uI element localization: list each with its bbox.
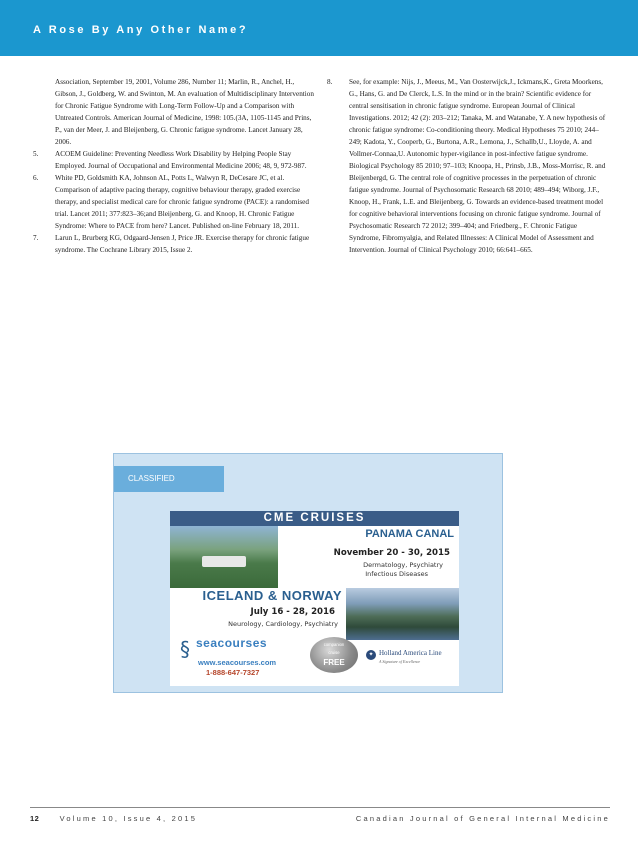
- fjord-photo: [346, 588, 459, 640]
- reference-number: 8.: [327, 78, 333, 86]
- reference-number: 5.: [33, 150, 39, 158]
- panama-title: PANAMA CANAL: [365, 528, 454, 540]
- iceland-date: July 16 - 28, 2016: [250, 607, 335, 617]
- seacourses-wordmark: seacourses: [196, 636, 268, 650]
- panama-topics: Dermatology, Psychiatry: [363, 561, 443, 569]
- reference-item: [33, 148, 315, 172]
- canal-photo: [170, 526, 278, 588]
- reference-text: Association, September 19, 2001, Volume 286, Number 11; Marlin, R., Anchel, H., Gibson, J., Goldberg, W. and Swinton, M. An evaluation of Multidisciplinary Intervention for Chronic Fatigue Syndrome with Long-Term Follow-Up and a Comparison with Untreated Controls. American Journal of Medicine, 1998: 105.(3A, 1105-1145 and Prins, P., van der Meer, J. and Bleijenberg, G. Chronic fatigue syndrome. Lancet January 28, 2006.: [55, 78, 314, 146]
- header-band: [0, 0, 638, 56]
- journal-name: Canadian Journal of General Internal Medicine: [355, 814, 610, 823]
- reference-item: [327, 76, 610, 256]
- reference-item: [33, 232, 315, 256]
- iceland-title: ICELAND & NORWAY: [202, 588, 342, 603]
- reference-text: White PD, Goldsmith KA, Johnson AL, Potts L, Walwyn R, DeCesare JC, et al. Comparison of adaptive pacing therapy, cognitive behaviour therapy, graded exercise therapy, and specialist medical care for chronic fatigue syndrome (PACE): a randomised trial. Lancet 2011; 377:823–36;and Bleijenberg, G. and Knoop, H. Chronic Fatigue Syndrome: Where to PACE from here? Lancet. Published on-line February 18, 2011.: [55, 174, 309, 230]
- references-right-column: [327, 76, 610, 256]
- seacourses-phone: 1-888-647-7327: [206, 668, 260, 677]
- badge-line-1: companion: [323, 642, 345, 647]
- ad-panel: [170, 511, 459, 686]
- ship-shape: [202, 556, 246, 567]
- reference-number: 7.: [33, 234, 39, 242]
- issue-info: Volume 10, Issue 4, 2015: [59, 814, 198, 823]
- reference-text: ACOEM Guideline: Preventing Needless Work Disability by Helping People Stay Employed. Journal of Occupational and Environmental Medicine 2006; 48, 9, 972-987.: [55, 150, 307, 170]
- panama-date: November 20 - 30, 2015: [333, 548, 450, 558]
- free-cruise-badge: [310, 637, 358, 673]
- footer-divider: [30, 807, 610, 808]
- running-title: A Rose By Any Other Name?: [33, 24, 249, 36]
- reference-item: [33, 172, 315, 232]
- panama-topics-2: Infectious Diseases: [365, 570, 428, 578]
- holland-america-tagline: A Signature of Excellence: [379, 659, 421, 664]
- seahorse-icon: §: [180, 637, 190, 661]
- badge-free: FREE: [323, 658, 345, 667]
- classified-ad[interactable]: [113, 453, 503, 693]
- reference-number: [33, 76, 55, 148]
- footer-left: [30, 814, 197, 823]
- references-left-column: [33, 76, 315, 256]
- seacourses-url-link[interactable]: www.seacourses.com: [198, 658, 277, 667]
- reference-text: See, for example: Nijs, J., Meeus, M., Van Oosterwijck,J., Ickmans,K., Greta Moorkens, G., Hans, G. and De Clerck, L.S. In the mind or in the brain? Scientific evidence for central sensitisation in chronic fatigue syndrome. European Journal of Clinical Investigations. 2012; 42 (2): 203–212; Tanaka, M. and Watanabe, Y. A new hypothesis of chronic fatigue syndrome: Co-conditioning theory. Medical Hypotheses 75 2010; 244–249; Kadota, Y., Cooperb, G., Burtona, A.R., Lemona, J., Schallb,U., Lloyde, A. and Vollmer-Connaa,U. Autonomic hyper-vigilance in post-infective fatigue syndrome. Biological Psychology 85 2010; 97–103; Knoopa, H., Prinsb, J.B., Moss-Morrisc, R. and Bleijenbergd, G. The central role of cognitive processes in the perpetuation of chronic fatigue syndrome. Journal of Psychosomatic Research 68 2010; 489–494; Wiborg, J.F., Knoop, H., Frank, L.E. and Bleijenberg, G. Towards an evidence-based treatment model for cognitive behavioral interventions focusing on chronic fatigue syndrome. Journal of Psychosomatic Research 72 2012; 399–404; and Friedberg., F. Chronic Fatigue Syndrome, Fibromyalgia, and Related Illnesses: A Clinical Model of Assessment and Intervention. Journal of Clinical Psychology 2010; 66:641–665.: [349, 78, 606, 254]
- badge-line-2: cruise: [328, 650, 340, 655]
- page-number: 12: [30, 814, 40, 823]
- holland-america-logo: [366, 648, 452, 672]
- ad-headline: CME CRUISES: [170, 511, 459, 526]
- holland-america-icon: ✦: [366, 650, 376, 660]
- reference-item: [33, 76, 315, 148]
- classified-label: CLASSIFIED: [114, 466, 224, 492]
- reference-number: 6.: [33, 174, 39, 182]
- reference-text: Larun L, Brurberg KG, Odgaard-Jensen J, Price JR. Exercise therapy for chronic fatigue syndrome. The Cochrane Library 2015, Issue 2.: [55, 234, 310, 254]
- holland-america-name: Holland America Line: [379, 649, 442, 657]
- iceland-topics: Neurology, Cardiology, Psychiatry: [228, 620, 338, 628]
